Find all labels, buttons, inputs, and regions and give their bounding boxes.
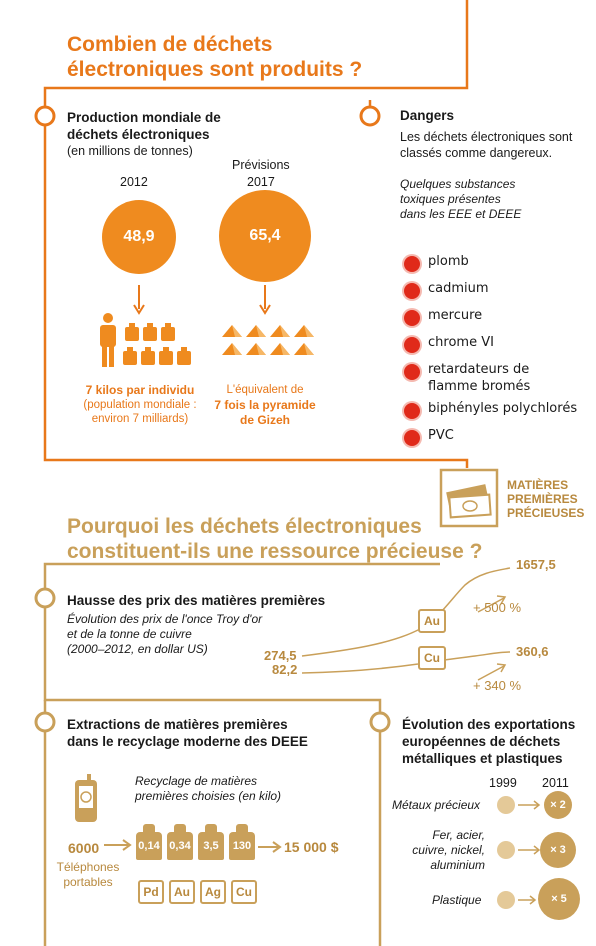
exports-row-metals-label	[395, 828, 485, 873]
weight-ag-value: 3,5	[203, 840, 219, 852]
phones-label-line1: Téléphones	[56, 860, 120, 874]
extraction-title-line2: dans le recyclage moderne des DEEE	[67, 734, 308, 749]
section1-title	[67, 32, 362, 82]
year-2017: 2017	[247, 175, 275, 189]
value-2012: 48,9	[123, 228, 155, 245]
dangers-intro-line2: toxiques présentes	[400, 192, 501, 206]
exports-row-plastic-factor: × 5	[551, 893, 567, 905]
au-end-value: 1657,5	[516, 557, 556, 572]
exports-year2: 2011	[542, 776, 569, 790]
section2-title-line2: constituent-ils une ressource précieuse ?	[67, 540, 483, 563]
phones-label	[50, 860, 126, 890]
weight-ag	[198, 832, 224, 860]
prices-subtitle	[67, 612, 262, 657]
exports-title	[402, 716, 575, 767]
badge-line2: PREMIÈRES	[507, 492, 578, 506]
section2-title-line1: Pourquoi les déchets électroniques	[67, 515, 422, 538]
forecast-label: Prévisions	[232, 158, 290, 172]
dangers-intro-line3: dans les EEE et DEEE	[400, 207, 522, 221]
dangers-intro	[400, 177, 521, 222]
danger-dot-icon	[404, 256, 420, 272]
metal-ag: Ag	[200, 880, 226, 904]
production-subtitle: (en millions de tonnes)	[67, 144, 193, 158]
danger-dot-icon	[404, 283, 420, 299]
cu-end-value: 360,6	[516, 644, 549, 659]
caption-2017	[200, 383, 330, 428]
weight-cu	[229, 832, 255, 860]
substance-mercure: mercure	[428, 308, 483, 323]
weight-pd-value: 0,14	[138, 840, 160, 852]
danger-dot-icon	[404, 310, 420, 326]
phones-label-line2: portables	[63, 875, 113, 889]
extraction-title-line1: Extractions de matières premières	[67, 717, 288, 732]
danger-dot-icon	[404, 337, 420, 353]
exports-row-metals-line2: cuivre, nickel,	[412, 843, 485, 857]
prices-subtitle-line2: et de la tonne de cuivre	[67, 627, 192, 641]
year-2012: 2012	[120, 175, 148, 189]
arrow-right-icon	[258, 840, 284, 854]
exports-row-metals-line3: aluminium	[430, 858, 485, 872]
recycle-label	[135, 774, 281, 804]
prices-subtitle-line3: (2000–2012, en dollar US)	[67, 642, 208, 656]
metal-cu: Cu	[231, 880, 257, 904]
exports-title-line3: métalliques et plastiques	[402, 751, 563, 766]
prices-subtitle-line1: Évolution des prix de l'once Troy d'or	[67, 612, 263, 626]
dangers-text	[400, 129, 572, 161]
arrow-right-icon	[104, 838, 134, 852]
weight-au-value: 0,34	[169, 840, 191, 852]
metal-pd: Pd	[138, 880, 164, 904]
copper-cu-label: Cu	[418, 646, 446, 670]
section1-title-line2: électroniques sont produits ?	[67, 58, 363, 81]
precious-badge-label	[507, 478, 584, 520]
recycle-total: 15 000 $	[284, 839, 339, 855]
caption-2012-line3: environ 7 milliards)	[91, 413, 189, 425]
value-2012-circle	[102, 200, 176, 274]
substance-pvc: PVC	[428, 428, 454, 443]
weight-au	[167, 832, 193, 860]
exports-title-line2: européennes de déchets	[402, 734, 561, 749]
caption-2012-line1: 7 kilos par individu	[85, 383, 195, 397]
exports-row-plastic-label: Plastique	[432, 893, 482, 907]
production-icons	[95, 285, 325, 385]
cu-start-value: 82,2	[272, 662, 298, 677]
danger-dot-icon	[404, 430, 420, 446]
exports-row-metals-factor-circle	[540, 832, 576, 868]
exports-row-metals-factor: × 3	[550, 844, 566, 856]
exports-row-plastic-factor-circle	[538, 878, 580, 920]
dangers-text-line1: Les déchets électroniques sont	[400, 130, 573, 144]
metal-au: Au	[169, 880, 195, 904]
danger-dot-icon	[404, 364, 420, 380]
au-start-value: 274,5	[264, 648, 297, 663]
gold-au-label: Au	[418, 609, 446, 633]
dangers-title: Dangers	[400, 108, 455, 123]
exports-year1: 1999	[489, 776, 517, 790]
badge-line1: MATIÈRES	[507, 478, 569, 492]
exports-title-line1: Évolution des exportations	[402, 717, 576, 732]
value-2017: 65,4	[249, 227, 281, 244]
recycle-label-line1: Recyclage de matières	[135, 774, 258, 788]
caption-2012	[70, 383, 210, 426]
production-title-line1: Production mondiale de	[67, 110, 221, 125]
production-title	[67, 109, 221, 143]
caption-2017-line3: de Gizeh	[239, 413, 290, 427]
value-2017-circle	[219, 190, 311, 282]
caption-2012-line2: (population mondiale :	[83, 399, 197, 411]
recycle-label-line2: premières choisies (en kilo)	[135, 789, 282, 803]
dangers-text-line2: classés comme dangereux.	[400, 146, 553, 160]
au-change: + 500 %	[473, 600, 522, 615]
exports-row-precious-factor: × 2	[550, 799, 566, 811]
cu-change: + 340 %	[473, 678, 522, 693]
danger-dot-icon	[404, 403, 420, 419]
exports-row-precious-label: Métaux précieux	[392, 798, 481, 812]
weight-cu-value: 130	[232, 840, 252, 852]
exports-row-metals-line1: Fer, acier,	[432, 828, 485, 842]
prices-title: Hausse des prix des matières premières	[67, 593, 326, 608]
caption-2017-line2: 7 fois la pyramide	[214, 398, 316, 412]
exports-row-precious-factor-circle	[544, 791, 572, 819]
phone-recycle-icon	[72, 774, 102, 826]
section1-title-line1: Combien de déchets	[67, 33, 273, 56]
badge-line3: PRÉCIEUSES	[507, 506, 585, 520]
weight-pd	[136, 832, 162, 860]
phones-count: 6000	[68, 840, 100, 856]
substance-chrome: chrome VI	[428, 335, 494, 350]
substance-biphenyles: biphényles polychlorés	[428, 401, 578, 416]
substance-plomb: plomb	[428, 254, 469, 269]
dangers-intro-line1: Quelques substances	[400, 177, 516, 191]
caption-2017-line1: L'équivalent de	[226, 384, 304, 396]
substance-retardateurs-line2: flamme bromés	[428, 379, 531, 394]
extraction-title	[67, 716, 308, 750]
substance-retardateurs-line1: retardateurs de	[428, 362, 530, 377]
production-title-line2: déchets électroniques	[67, 127, 210, 142]
substance-cadmium: cadmium	[428, 281, 489, 296]
